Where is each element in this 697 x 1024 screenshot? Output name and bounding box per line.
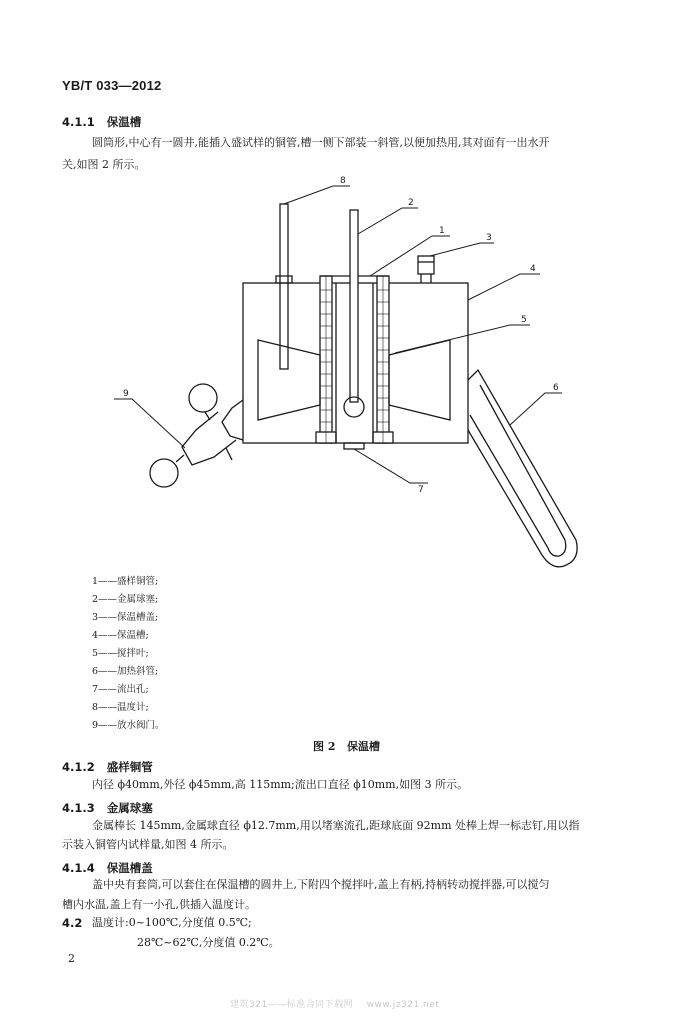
- stirring-blade-left: [258, 340, 320, 420]
- section-title: 保温槽: [106, 115, 142, 129]
- section-number: 4.1.3: [62, 801, 95, 815]
- callout-4: 4: [530, 264, 536, 274]
- paragraph-line: 示装入铜管内试样量,如图 4 所示。: [62, 838, 234, 851]
- paragraph-line: 内径 ϕ40mm,外径 ϕ45mm,高 115mm;流出口直径 ϕ10mm,如图 3 所示。: [92, 778, 469, 791]
- legend-item: 4——保温槽;: [92, 630, 149, 641]
- heating-tube: [468, 370, 577, 567]
- drain-valve: [222, 400, 243, 440]
- paragraph-line: 金属棒长 145mm,金属球直径 ϕ12.7mm,用以堵塞流孔,距球底面 92mm 处棒上焊一标志钉,用以指: [92, 819, 580, 832]
- paragraph-line: 槽内水温,盖上有一小孔,供插入温度计。: [62, 898, 256, 911]
- page-number: 2: [68, 952, 75, 965]
- section-title: 金属球塞: [106, 801, 153, 815]
- legend-item: 3——保温槽盖;: [92, 612, 159, 623]
- valve-handle-bottom: [150, 459, 178, 487]
- paragraph-line: 28℃~62℃,分度值 0.2℃。: [137, 936, 280, 949]
- callout-5: 5: [521, 315, 527, 325]
- watermark: 建筑321——标准合同下载网 www.jz321.net: [230, 1000, 440, 1010]
- section-number: 4.1.1: [62, 115, 95, 129]
- callout-9: 9: [123, 389, 129, 399]
- section-title: 盛样铜管: [106, 760, 153, 774]
- ball-plug-rod: [350, 210, 358, 402]
- section-number: 4.1.2: [62, 760, 95, 774]
- figure-caption: 图 2 保温槽: [313, 740, 380, 753]
- legend-item: 7——流出孔;: [92, 684, 149, 695]
- section-title: 保温槽盖: [106, 861, 153, 875]
- thermometer: [280, 204, 288, 369]
- callout-6: 6: [553, 383, 559, 393]
- callout-8: 8: [340, 176, 346, 186]
- legend-item: 6——加热斜管;: [92, 666, 159, 677]
- legend-item: 5——搅拌叶;: [92, 648, 149, 659]
- callout-2: 2: [408, 198, 414, 208]
- legend-item: 9——放水阀门。: [92, 720, 165, 731]
- section-4-2-heading: 4.2: [62, 916, 83, 930]
- paragraph-line: 温度计:0~100℃,分度值 0.5℃;: [92, 916, 252, 929]
- legend-item: 2——金属球塞;: [92, 594, 159, 605]
- callout-3: 3: [486, 233, 492, 243]
- section-number: 4.1.4: [62, 861, 95, 875]
- callout-7: 7: [418, 485, 424, 495]
- legend-item: 8——温度计;: [92, 702, 149, 713]
- callout-1: 1: [439, 226, 445, 236]
- standard-code: YB/T 033—2012: [62, 78, 162, 93]
- paragraph-line: 关,如图 2 所示。: [62, 158, 146, 171]
- section-4-1-3-heading: [62, 800, 153, 816]
- section-4-1-2-heading: [62, 759, 153, 775]
- lid-knob: [418, 256, 434, 274]
- paragraph-line: 圆筒形,中心有一圆井,能插入盛试样的铜管,槽一侧下部装一斜管,以便加热用,其对面有一出水开: [92, 136, 550, 149]
- legend-item: 1——盛样铜管;: [92, 576, 159, 587]
- paragraph-line: 盖中央有套筒,可以套住在保温槽的圆井上,下附四个搅拌叶,盖上有柄,持柄转动搅拌器,可以搅匀: [92, 878, 550, 891]
- valve-handle-top: [189, 384, 217, 412]
